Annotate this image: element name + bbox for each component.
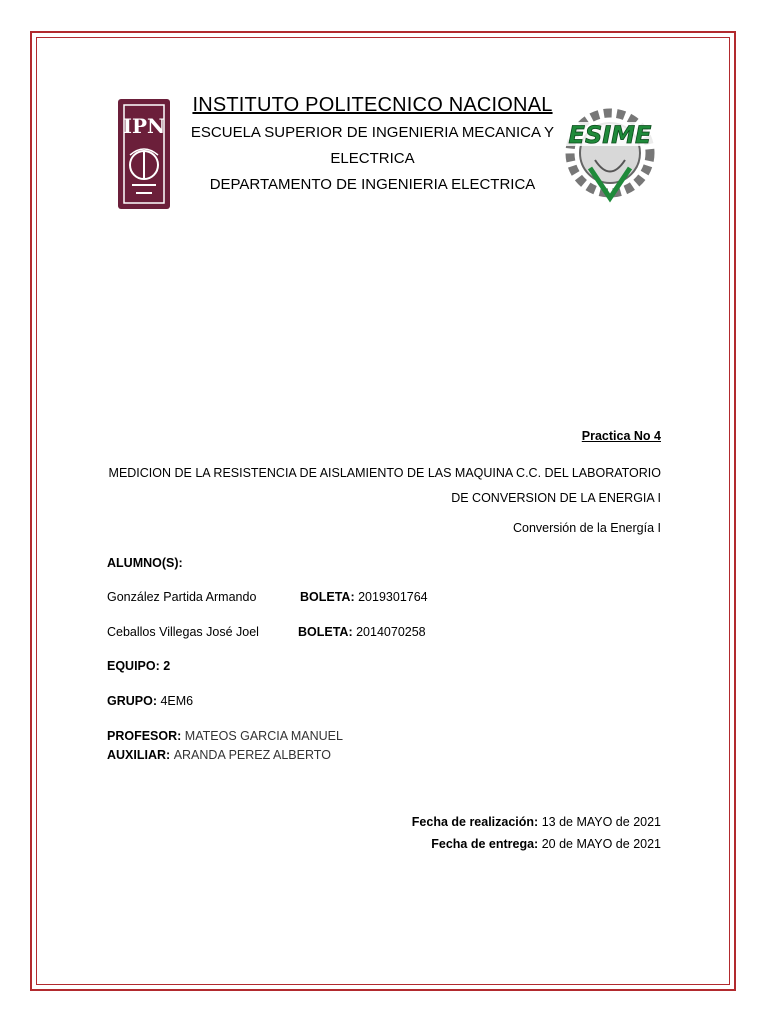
boleta-value: 2014070258 xyxy=(356,625,426,639)
realization-date-label: Fecha de realización: xyxy=(411,815,539,829)
student-boleta-1 xyxy=(300,590,428,604)
student-name-2: Ceballos Villegas José Joel xyxy=(107,625,259,639)
esime-logo-text: ESIME xyxy=(568,121,652,149)
ipn-logo xyxy=(110,95,180,215)
delivery-date-value: 20 de MAYO de 2021 xyxy=(541,837,661,851)
boleta-value: 2019301764 xyxy=(358,590,428,604)
practice-subject-line1: MEDICION DE LA RESISTENCIA DE AISLAMIENTO DE LAS MAQUINA C.C. DEL LABORATORIO xyxy=(108,466,661,480)
delivery-date xyxy=(431,837,661,851)
group-value: 4EM6 xyxy=(160,694,194,708)
group-label: GRUPO: xyxy=(107,694,157,708)
assistant-info xyxy=(107,748,331,762)
school-name-line2: ELECTRICA xyxy=(330,150,415,167)
boleta-label: BOLETA: xyxy=(300,590,355,604)
professor-info xyxy=(107,729,343,743)
ipn-logo-text: IPN xyxy=(122,114,166,138)
practice-number: Practica No 4 xyxy=(581,429,661,443)
assistant-label: AUXILIAR: xyxy=(107,748,171,762)
realization-date xyxy=(412,815,661,829)
practice-subject-line2: DE CONVERSION DE LA ENERGIA I xyxy=(451,491,661,505)
student-name-1: González Partida Armando xyxy=(107,590,257,604)
institute-title: INSTITUTO POLITECNICO NACIONAL xyxy=(192,94,553,116)
professor-value: MATEOS GARCIA MANUEL xyxy=(184,729,343,743)
delivery-date-label: Fecha de entrega: xyxy=(431,837,539,851)
document-header xyxy=(190,92,555,198)
team-label: EQUIPO: xyxy=(107,659,160,673)
esime-logo xyxy=(560,98,660,213)
student-boleta-2 xyxy=(298,625,426,639)
students-heading: ALUMNO(S): xyxy=(107,556,183,570)
department-name: DEPARTAMENTO DE INGENIERIA ELECTRICA xyxy=(209,176,536,193)
professor-label: PROFESOR: xyxy=(107,729,182,743)
group-info xyxy=(107,694,193,708)
practice-subject xyxy=(105,461,661,511)
school-name-line1: ESCUELA SUPERIOR DE INGENIERIA MECANICA Y xyxy=(190,124,555,141)
course-name: Conversión de la Energía I xyxy=(512,521,661,535)
team-value: 2 xyxy=(163,659,171,673)
realization-date-value: 13 de MAYO de 2021 xyxy=(541,815,661,829)
assistant-value: ARANDA PEREZ ALBERTO xyxy=(173,748,331,762)
team-info xyxy=(107,659,170,673)
boleta-label: BOLETA: xyxy=(298,625,353,639)
